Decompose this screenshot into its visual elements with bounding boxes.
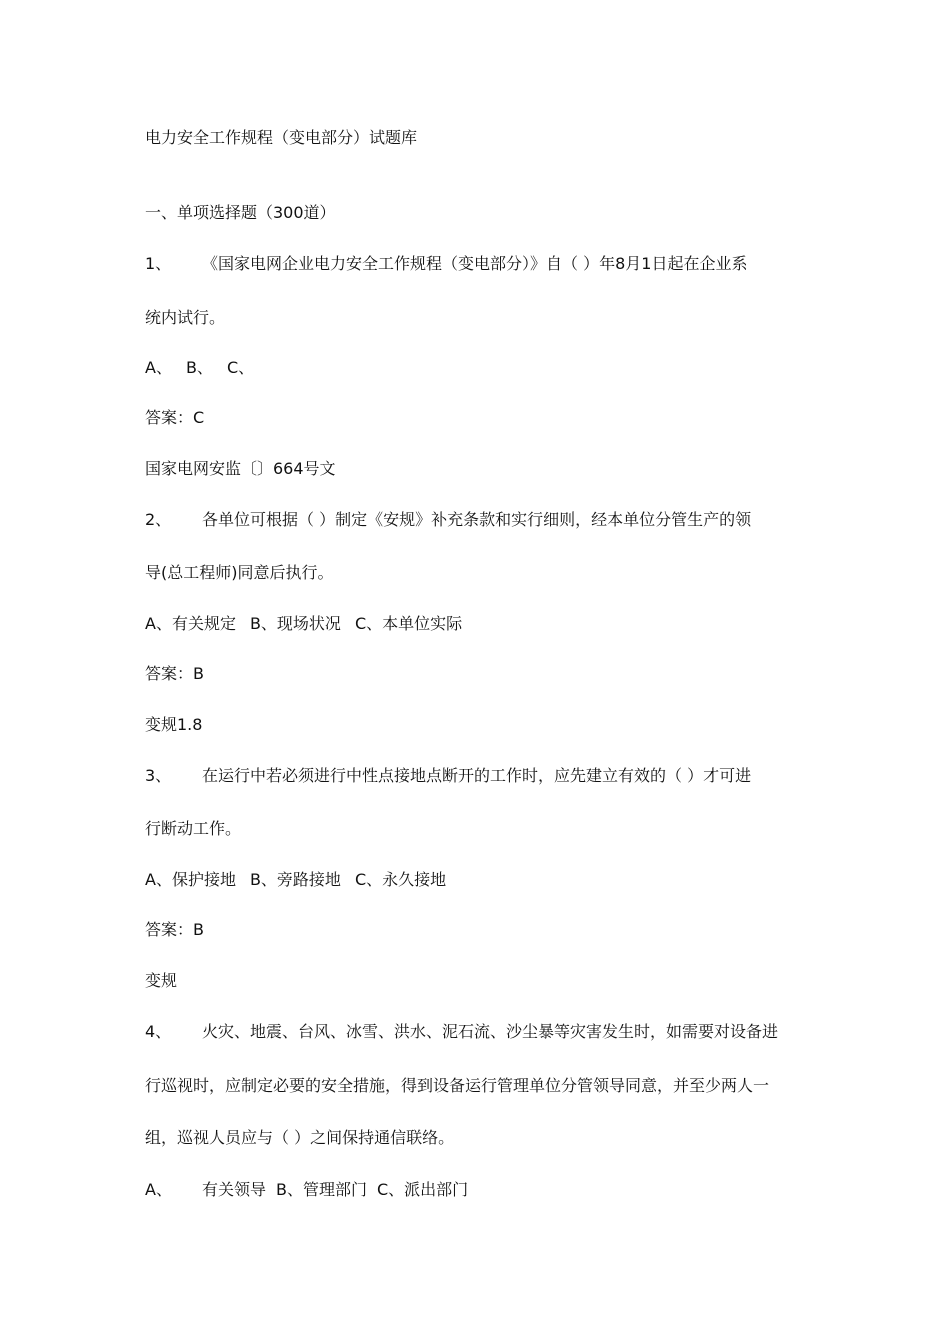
option-c: C、派出部门	[377, 1180, 469, 1199]
option-b: B、旁路接地	[249, 870, 341, 889]
question-3-answer: 答案：B	[145, 920, 204, 939]
option-c: C、	[226, 358, 255, 377]
option-b: B、现场状况	[249, 614, 341, 633]
question-1-reference: 国家电网安监〔〕664号文	[145, 459, 336, 478]
option-a-text: 有关领导	[202, 1180, 267, 1199]
question-3-text-line2: 行断动工作。	[145, 819, 242, 838]
question-4-text-line1: 火灾、地震、台风、冰雪、洪水、泥石流、沙尘暴等灾害发生时，如需要对设备进	[202, 1022, 779, 1041]
question-1-options	[145, 358, 254, 378]
option-b: B、管理部门	[276, 1180, 367, 1199]
question-3-number: 3、	[145, 766, 172, 785]
question-3-options	[145, 870, 446, 890]
question-2-answer: 答案：B	[145, 664, 204, 683]
question-2-text-line1: 各单位可根据（ ）制定《安规》补充条款和实行细则，经本单位分管生产的领	[202, 510, 752, 529]
question-2-reference: 变规1.8	[145, 715, 203, 734]
section-heading: 一、单项选择题（300道）	[145, 203, 336, 222]
option-a: A、	[145, 358, 172, 377]
option-b: B、	[185, 358, 213, 377]
question-1-text-line1: 《国家电网企业电力安全工作规程（变电部分）》自（ ）年8月1日起在企业系	[202, 254, 748, 273]
question-1-text-line2: 统内试行。	[145, 308, 226, 327]
question-4-text-line3: 组，巡视人员应与（ ）之间保持通信联络。	[145, 1128, 455, 1147]
question-4-number: 4、	[145, 1022, 172, 1041]
question-3-text-line1: 在运行中若必须进行中性点接地点断开的工作时，应先建立有效的（ ）才可进	[202, 766, 752, 785]
question-1-number: 1、	[145, 254, 172, 273]
question-3-reference: 变规	[145, 971, 178, 990]
question-1-answer: 答案：C	[145, 408, 205, 427]
question-4-options	[202, 1180, 468, 1200]
document-title: 电力安全工作规程（变电部分）试题库	[145, 128, 418, 147]
option-a: A、有关规定	[145, 614, 236, 633]
option-a: A、	[145, 1180, 172, 1199]
option-c: C、本单位实际	[354, 614, 463, 633]
question-2-options	[145, 614, 462, 634]
option-c: C、永久接地	[354, 870, 447, 889]
option-a: A、保护接地	[145, 870, 236, 889]
question-2-text-line2: 导(总工程师)同意后执行。	[145, 563, 334, 582]
question-2-number: 2、	[145, 510, 172, 529]
question-4-text-line2: 行巡视时，应制定必要的安全措施，得到设备运行管理单位分管领导同意，并至少两人一	[145, 1076, 770, 1095]
